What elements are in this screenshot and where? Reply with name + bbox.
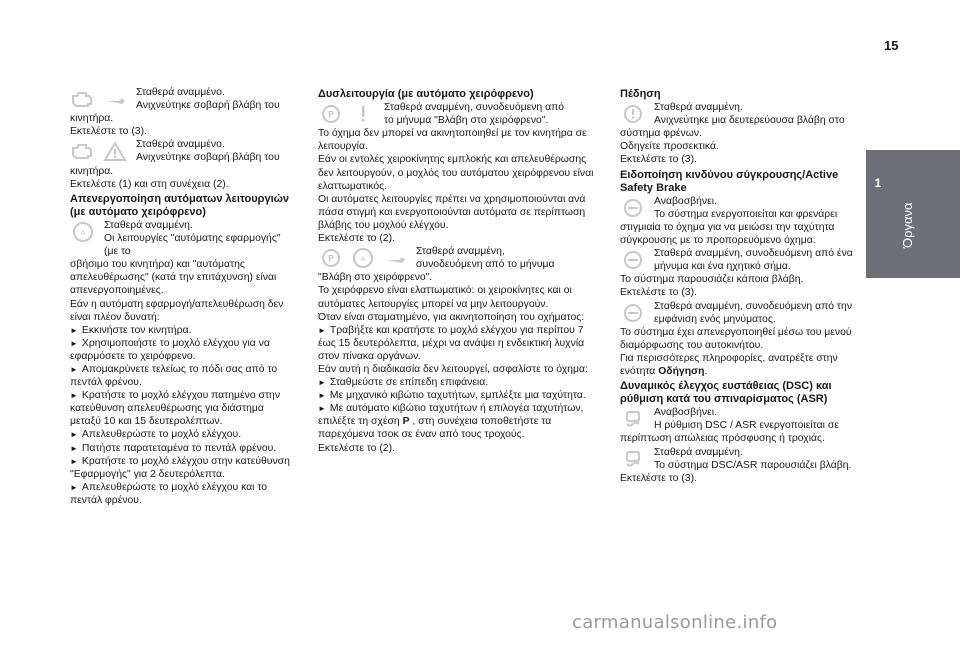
step-item: ► Σταθμεύστε σε επίπεδη επιφάνεια. xyxy=(318,377,489,389)
step-item: ► Χρησιμοποιήστε το μοχλό ελέγχου για να εφαρμόσετε το χειρόφρενο. xyxy=(70,337,270,362)
auto-off-icon xyxy=(70,221,96,243)
step-item: ► Απελευθερώστε το μοχλό ελέγχου. xyxy=(70,429,242,441)
bullet-arrow-icon: ► xyxy=(318,391,326,401)
text-line: Η ρύθμιση DSC / ASR ενεργοποιείται σε xyxy=(654,420,839,432)
bullet-arrow-icon: ► xyxy=(318,325,326,335)
chapter-number: 1 xyxy=(874,176,882,190)
warning-block-collision-1 xyxy=(620,195,862,221)
bullet-arrow-icon: ► xyxy=(70,391,78,401)
bullet-arrow-icon: ► xyxy=(318,404,326,414)
collision-warning-icon xyxy=(620,302,646,324)
text-paragraph: Όταν είναι σταματημένο, για ακινητοποίηση του οχήματος: xyxy=(318,311,585,323)
text-paragraph: Το σύστημα έχει απενεργοποιηθεί μέσω του μενού διαμόρφωσης του αυτοκινήτου. xyxy=(620,326,852,351)
bullet-arrow-icon: ► xyxy=(318,378,326,388)
warning-block-parking-fault-1 xyxy=(318,101,603,127)
text-line: Σταθερά αναμμένη, συνοδευόμενη από ένα xyxy=(654,248,853,260)
text-paragraph: Εκτελέστε το (2). xyxy=(318,233,395,245)
column-1 xyxy=(70,86,296,507)
column-3 xyxy=(620,86,862,485)
text-paragraph: Εκτελέστε το (2). xyxy=(318,442,395,454)
chapter-tab[interactable] xyxy=(866,150,960,278)
text-line: Το σύστημα DSC/ASR παρουσιάζει βλάβη. xyxy=(654,459,852,471)
section-heading: Πέδηση xyxy=(620,88,661,100)
text-paragraph: Οι αυτόματες λειτουργίες πρέπει να χρησιμοποιούνται ανά πάσα στιγμή και ενεργοποιούνται αυτόματα σε περίπτωση βλάβης του μοχλού ελέγχου. xyxy=(318,193,586,231)
step-item: ► Με μηχανικό κιβώτιο ταχυτήτων, εμπλέξτε μια ταχύτητα. xyxy=(318,390,586,402)
chapter-label: Όργανα xyxy=(900,202,915,248)
step-list xyxy=(70,324,296,507)
step-item: ► Κρατήστε το μοχλό ελέγχου στην κατεύθυνση "Εφαρμογής" για 2 δευτερόλεπτα. xyxy=(70,455,290,480)
text-paragraph: Εκτελέστε το (3). xyxy=(620,154,697,166)
text-line: κινητήρα. xyxy=(70,165,114,177)
auto-off-icon xyxy=(350,247,376,269)
text-paragraph: Εάν η αυτόματη εφαρμογή/απελευθέρωση δεν είναι πλέον δυνατή: xyxy=(70,298,284,323)
section-heading: Ειδοποίηση κινδύνου σύγκρουσης/Active Safety Brake xyxy=(620,168,839,194)
text-line: Σταθερά αναμμένη. xyxy=(654,102,743,114)
bullet-arrow-icon: ► xyxy=(70,364,78,374)
text-paragraph: Το σύστημα παρουσιάζει κάποια βλάβη. xyxy=(620,274,804,286)
brake-icon xyxy=(620,103,646,125)
bullet-arrow-icon: ► xyxy=(70,430,78,440)
engine-icon xyxy=(70,88,96,110)
section-heading: Απενεργοποίηση αυτόματων λειτουργιών (με αυτόματο χειρόφρενο) xyxy=(70,192,290,218)
wrench-icon xyxy=(102,88,128,110)
text-line: Αναβοσβήνει. xyxy=(654,407,717,419)
text-line: Το σύστημα ενεργοποιείται και φρενάρει xyxy=(654,208,838,220)
text-paragraph: σύστημα φρένων. xyxy=(620,128,702,140)
warning-block-collision-3 xyxy=(620,300,862,326)
text-paragraph: Εάν αυτή η διαδικασία δεν λειτουργεί, ασφαλίστε το όχημα: xyxy=(318,363,588,375)
text-paragraph: περίπτωση απώλειας πρόσφυσης ή τροχιάς. xyxy=(620,433,825,445)
wrench-icon xyxy=(382,247,408,269)
warning-block-brake xyxy=(620,101,862,127)
text-paragraph: σβήσιμο του κινητήρα) και "αυτόματης απελευθέρωσης" (κατά την επιτάχυνση) είναι απενεργοποιημένες. xyxy=(70,259,277,297)
text-paragraph: "Βλάβη στο χειρόφρενο". xyxy=(318,272,433,284)
section-heading: Δυσλειτουργία (με αυτόματο χειρόφρενο) xyxy=(318,88,534,100)
parking-brake-fault-icon xyxy=(318,103,344,125)
warning-block-dsc-1 xyxy=(620,406,862,432)
warning-block-auto-off xyxy=(70,219,296,258)
text-line: Ανιχνεύτηκε σοβαρή βλάβη του xyxy=(136,152,280,164)
step-item: ► Απελευθερώστε το μοχλό ελέγχου και το πεντάλ φρένου. xyxy=(70,481,268,506)
text-line: Ανιχνεύτηκε σοβαρή βλάβη του xyxy=(136,100,280,112)
text-paragraph: Το χειρόφρενο είναι ελαττωματικό: οι χειροκίνητες και οι αυτόματες λειτουργίες μπορεί να μην λειτουργούν. xyxy=(318,285,572,310)
parking-brake-fault-icon xyxy=(318,247,344,269)
text-line: κινητήρα. xyxy=(70,113,114,125)
text-line: Ανιχνεύτηκε μια δευτερεύουσα βλάβη στο xyxy=(654,115,845,127)
text-line: Σταθερά αναμμένο. xyxy=(136,87,225,98)
svg-text:A: A xyxy=(360,256,366,264)
text-line: Οι λειτουργίες "αυτόματης εφαρμογής" (με το xyxy=(104,233,281,258)
bullet-arrow-icon: ► xyxy=(70,338,78,348)
step-item: ► Πατήστε παρατεταμένα το πεντάλ φρένου. xyxy=(70,442,277,454)
section-heading: Δυναμικός έλεγχος ευστάθειας (DSC) και ρύθμιση κατά του σπιναρίσματος (ASR) xyxy=(620,380,832,406)
warning-block-collision-2 xyxy=(620,247,862,273)
step-item: ► Κρατήστε το μοχλό ελέγχου πατημένο στην κατεύθυνση απελευθέρωσης για διάστημα μεταξύ 10 και 15 δευτερολέπτων. xyxy=(70,390,281,428)
text-line: Σταθερά αναμμένη, xyxy=(416,246,505,258)
text-paragraph: Για περισσότερες πληροφορίες, ανατρέξτε στην ενότητα Οδήγηση. xyxy=(620,352,838,377)
text-paragraph: Εάν οι εντολές χειροκίνητης εμπλοκής και απελευθέρωσης δεν λειτουργούν, ο μοχλός του αυτόματου χειρόφρενου είναι ελαττωματικός. xyxy=(318,154,594,192)
warning-block-parking-fault-2 xyxy=(318,245,603,271)
text-line: Σταθερά αναμμένη, συνοδευόμενη από xyxy=(384,102,565,114)
text-line: Σταθερά αναμμένη. xyxy=(654,446,743,458)
text-line: εμφάνιση ενός μηνύματος. xyxy=(654,313,776,325)
warning-triangle-icon xyxy=(102,140,128,162)
watermark: carmanualsonline.info xyxy=(572,612,778,633)
warning-block-engine-1 xyxy=(70,86,296,112)
bullet-arrow-icon: ► xyxy=(70,456,78,466)
text-line: Σταθερά αναμμένη, συνοδευόμενη από την xyxy=(654,300,853,312)
text-line: Σταθερά αναμμένο. xyxy=(136,139,225,151)
bullet-arrow-icon: ► xyxy=(70,443,78,453)
text-line: Εκτελέστε το (3). xyxy=(70,126,147,138)
text-line: Σταθερά αναμμένη. xyxy=(104,219,193,231)
text-line: συνοδευόμενη από το μήνυμα xyxy=(416,259,555,271)
text-line: το μήνυμα "Βλάβη στο χειρόφρενο". xyxy=(384,115,549,127)
text-paragraph: Εκτελέστε το (3). xyxy=(620,472,697,484)
skid-car-icon xyxy=(620,448,646,470)
text-paragraph: στιγμιαία το όχημα για να μειώσει την ταχύτητα σύγκρουσης με το προπορευόμενο όχημα. xyxy=(620,221,835,247)
step-item: ► Τραβήξτε και κρατήστε το μοχλό ελέγχου για περίπου 7 έως 15 δευτερόλεπτα, μέχρι να ανάψει η ενδεικτική λυχνία στον πίνακα οργάνων. xyxy=(318,324,585,362)
text-paragraph: Εκτελέστε το (3). xyxy=(620,287,697,299)
exclamation-icon xyxy=(350,103,376,125)
bullet-arrow-icon: ► xyxy=(70,482,78,492)
warning-block-engine-2 xyxy=(70,138,296,164)
engine-icon xyxy=(70,140,96,162)
collision-warning-icon xyxy=(620,249,646,271)
svg-text:P: P xyxy=(327,109,335,120)
bullet-arrow-icon: ► xyxy=(70,325,78,335)
skid-car-icon xyxy=(620,408,646,430)
step-item: ► Εκκινήστε τον κινητήρα. xyxy=(70,324,192,336)
page-number: 15 xyxy=(884,38,899,53)
column-2 xyxy=(318,86,603,455)
text-line: Αναβοσβήνει. xyxy=(654,195,717,207)
step-item: ► Απομακρύνετε τελείως το πόδι σας από το πεντάλ φρένου. xyxy=(70,363,278,389)
step-item: ► Με αυτόματο κιβώτιο ταχυτήτων ή επιλογέα ταχυτήτων, επιλέξτε τη σχέση P , στη συνέχεια τοποθετήστε τα παρεχόμενα τσοκ σε έναν από τους τροχούς. xyxy=(318,403,584,441)
svg-text:P: P xyxy=(327,253,335,264)
collision-warning-icon xyxy=(620,197,646,219)
warning-block-dsc-2 xyxy=(620,446,862,472)
text-paragraph: Οδηγείτε προσεκτικά. xyxy=(620,141,719,153)
text-line: Εκτελέστε (1) και στη συνέχεια (2). xyxy=(70,178,229,190)
text-paragraph: Το όχημα δεν μπορεί να ακινητοποιηθεί με τον κινητήρα σε λειτουργία. xyxy=(318,128,587,153)
svg-text:A: A xyxy=(80,229,86,237)
text-line: μήνυμα και ένα ηχητικό σήμα. xyxy=(654,261,791,273)
